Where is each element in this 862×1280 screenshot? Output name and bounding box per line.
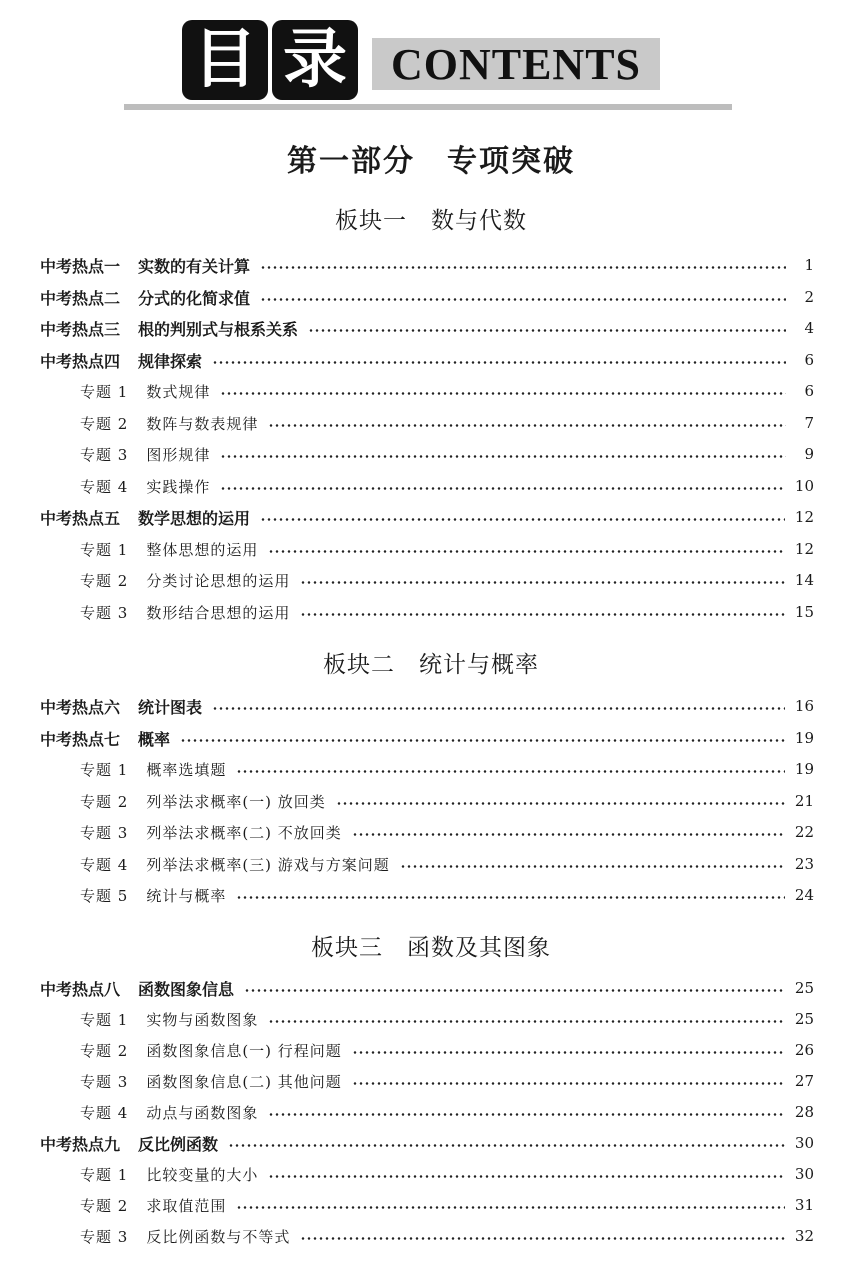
entry-prefix: 专题 1 (80, 760, 129, 779)
part-title: 第一部分 专项突破 (287, 144, 575, 179)
dot-leader (212, 361, 786, 364)
entry-title: 数学思想的运用 (138, 508, 251, 528)
toc-entry[interactable] (80, 819, 814, 845)
page-number: 9 (804, 445, 814, 463)
entry-prefix: 专题 4 (80, 855, 129, 874)
dot-leader (268, 550, 785, 553)
contents-header (0, 0, 862, 120)
entry-label (80, 1040, 342, 1061)
page-number: 28 (794, 1103, 814, 1121)
dot-leader (260, 266, 786, 269)
entry-title: 根的判别式与根系关系 (138, 319, 299, 339)
entry-label (80, 1071, 342, 1092)
page-number: 4 (804, 319, 814, 337)
entry-title: 概率选填题 (146, 760, 227, 779)
dot-leader (300, 1237, 785, 1240)
dot-leader (352, 833, 785, 836)
toc-entry[interactable] (40, 975, 814, 1001)
toc-entry[interactable] (80, 1099, 814, 1125)
toc-entry[interactable] (40, 252, 814, 278)
toc-entry[interactable] (80, 378, 814, 404)
dot-leader (300, 613, 785, 616)
entry-label (80, 822, 342, 843)
entry-title: 数阵与数表规律 (146, 414, 259, 433)
toc-entry[interactable] (80, 756, 814, 782)
toc-entry[interactable] (80, 1037, 814, 1063)
entry-label (80, 759, 226, 780)
dot-leader (352, 1051, 785, 1054)
entry-prefix: 中考热点六 (40, 697, 121, 717)
entry-prefix: 专题 2 (80, 792, 129, 811)
entry-prefix: 专题 1 (80, 1165, 129, 1184)
entry-title: 分类讨论思想的运用 (146, 571, 291, 590)
entry-prefix: 专题 3 (80, 445, 129, 464)
entry-prefix: 专题 4 (80, 477, 129, 496)
entry-label (40, 286, 250, 309)
mu-character-block: 目 (182, 20, 268, 100)
lu-character-block: 录 (272, 20, 358, 100)
page-number: 25 (794, 1010, 814, 1028)
entry-label (40, 977, 234, 1000)
dot-leader (220, 455, 786, 458)
entry-title: 函数图象信息(二) 其他问题 (146, 1072, 342, 1091)
entry-prefix: 专题 3 (80, 1227, 129, 1246)
entry-title: 分式的化简求值 (138, 288, 251, 308)
entry-prefix: 中考热点三 (40, 319, 121, 339)
page-number: 19 (794, 729, 814, 747)
entry-title: 统计与概率 (146, 886, 227, 905)
entry-prefix: 专题 5 (80, 886, 129, 905)
entry-title: 实践操作 (146, 477, 211, 496)
entry-title: 规律探索 (138, 351, 203, 371)
entry-label (80, 1195, 226, 1216)
page-number: 19 (794, 760, 814, 778)
entry-title: 动点与函数图象 (146, 1103, 259, 1122)
toc-entry[interactable] (40, 315, 814, 341)
page-number: 7 (804, 414, 814, 432)
page-number: 15 (794, 603, 814, 621)
contents-banner: CONTENTS (372, 38, 660, 90)
entry-label (40, 506, 250, 529)
entry-title: 统计图表 (138, 697, 203, 717)
entry-label (80, 885, 226, 906)
toc-entry[interactable] (40, 1130, 814, 1156)
entry-label (80, 1102, 258, 1123)
entry-label (80, 381, 210, 402)
page-number: 24 (794, 886, 814, 904)
page-number: 14 (794, 571, 814, 589)
dot-leader (244, 989, 785, 992)
entry-prefix: 中考热点五 (40, 508, 121, 528)
dot-leader (268, 424, 786, 427)
dot-leader (268, 1113, 785, 1116)
toc-entry[interactable] (80, 1223, 814, 1249)
entry-prefix: 专题 3 (80, 823, 129, 842)
entry-title: 实数的有关计算 (138, 256, 251, 276)
page-number: 12 (794, 508, 814, 526)
header-divider (124, 104, 732, 110)
page-number: 23 (794, 855, 814, 873)
entry-title: 列举法求概率(三) 游戏与方案问题 (146, 855, 390, 874)
dot-leader (220, 487, 785, 490)
entry-label (80, 1009, 258, 1030)
dot-leader (268, 1020, 785, 1023)
entry-label (40, 727, 170, 750)
dot-leader (236, 1206, 785, 1209)
dot-leader (228, 1144, 785, 1147)
entry-prefix: 中考热点四 (40, 351, 121, 371)
entry-label (80, 570, 290, 591)
dot-leader (236, 770, 785, 773)
page-number: 12 (794, 540, 814, 558)
page-number: 22 (794, 823, 814, 841)
block-title: 板块二 统计与概率 (323, 652, 539, 678)
page-number: 6 (804, 351, 814, 369)
entry-label (80, 476, 210, 497)
entry-title: 概率 (138, 729, 171, 749)
block-title: 板块三 函数及其图象 (311, 935, 551, 961)
entry-label (80, 444, 210, 465)
entry-prefix: 中考热点一 (40, 256, 121, 276)
toc-entry[interactable] (80, 1161, 814, 1187)
entry-label (80, 1226, 290, 1247)
toc-entry[interactable] (80, 567, 814, 593)
toc-entry[interactable] (80, 1006, 814, 1032)
page-number: 10 (794, 477, 814, 495)
entry-prefix: 专题 4 (80, 1103, 129, 1122)
dot-leader (336, 802, 785, 805)
entry-label (80, 602, 290, 623)
dot-leader (260, 298, 786, 301)
entry-title: 函数图象信息(一) 行程问题 (146, 1041, 342, 1060)
toc-entry[interactable] (40, 504, 814, 530)
entry-title: 求取值范围 (146, 1196, 227, 1215)
dot-leader (180, 739, 785, 742)
page-number: 1 (804, 256, 814, 274)
entry-label (80, 791, 326, 812)
entry-label (80, 854, 390, 875)
entry-prefix: 专题 3 (80, 603, 129, 622)
page-number: 27 (794, 1072, 814, 1090)
entry-prefix: 专题 3 (80, 1072, 129, 1091)
entry-title: 图形规律 (146, 445, 211, 464)
dot-leader (236, 896, 785, 899)
entry-label (80, 539, 258, 560)
page-number: 21 (794, 792, 814, 810)
entry-title: 函数图象信息 (138, 979, 235, 999)
toc-entry[interactable] (40, 284, 814, 310)
page-number: 30 (794, 1134, 814, 1152)
toc-entry[interactable] (80, 882, 814, 908)
entry-title: 实物与函数图象 (146, 1010, 259, 1029)
page-number: 2 (804, 288, 814, 306)
toc-entry[interactable] (80, 599, 814, 625)
entry-prefix: 专题 2 (80, 1041, 129, 1060)
entry-title: 列举法求概率(一) 放回类 (146, 792, 326, 811)
entry-prefix: 专题 2 (80, 1196, 129, 1215)
toc-entry[interactable] (80, 441, 814, 467)
block-title: 板块一 数与代数 (335, 208, 527, 234)
entry-title: 反比例函数与不等式 (146, 1227, 291, 1246)
page-number: 6 (804, 382, 814, 400)
toc-entry[interactable] (40, 725, 814, 751)
entry-prefix: 中考热点八 (40, 979, 121, 999)
entry-title: 反比例函数 (138, 1134, 219, 1154)
dot-leader (400, 865, 785, 868)
dot-leader (300, 581, 785, 584)
entry-title: 数式规律 (146, 382, 211, 401)
entry-prefix: 专题 1 (80, 540, 129, 559)
entry-title: 整体思想的运用 (146, 540, 259, 559)
dot-leader (260, 518, 785, 521)
toc-entry[interactable] (80, 410, 814, 436)
entry-label (40, 1132, 218, 1155)
entry-label (40, 349, 202, 372)
dot-leader (220, 392, 786, 395)
page-number: 25 (794, 979, 814, 997)
dot-leader (308, 329, 786, 332)
entry-title: 数形结合思想的运用 (146, 603, 291, 622)
toc-entry[interactable] (80, 536, 814, 562)
toc-entry[interactable] (80, 1192, 814, 1218)
page-number: 32 (794, 1227, 814, 1245)
entry-label (40, 317, 298, 340)
entry-title: 列举法求概率(二) 不放回类 (146, 823, 342, 842)
entry-label (80, 413, 258, 434)
page-number: 26 (794, 1041, 814, 1059)
toc-entry[interactable] (80, 1068, 814, 1094)
entry-label (40, 254, 250, 277)
entry-prefix: 专题 1 (80, 1010, 129, 1029)
toc-entry[interactable] (40, 347, 814, 373)
entry-prefix: 中考热点九 (40, 1134, 121, 1154)
toc-entry[interactable] (80, 851, 814, 877)
entry-prefix: 专题 2 (80, 414, 129, 433)
entry-prefix: 中考热点二 (40, 288, 121, 308)
entry-label (80, 1164, 258, 1185)
page-number: 31 (794, 1196, 814, 1214)
page-number: 16 (794, 697, 814, 715)
toc-entry[interactable] (80, 788, 814, 814)
entry-prefix: 中考热点七 (40, 729, 121, 749)
toc-entry[interactable] (40, 693, 814, 719)
entry-label (40, 695, 202, 718)
dot-leader (212, 707, 785, 710)
entry-title: 比较变量的大小 (146, 1165, 259, 1184)
entry-prefix: 专题 1 (80, 382, 129, 401)
dot-leader (352, 1082, 785, 1085)
page-number: 30 (794, 1165, 814, 1183)
entry-prefix: 专题 2 (80, 571, 129, 590)
dot-leader (268, 1175, 785, 1178)
toc-entry[interactable] (80, 473, 814, 499)
